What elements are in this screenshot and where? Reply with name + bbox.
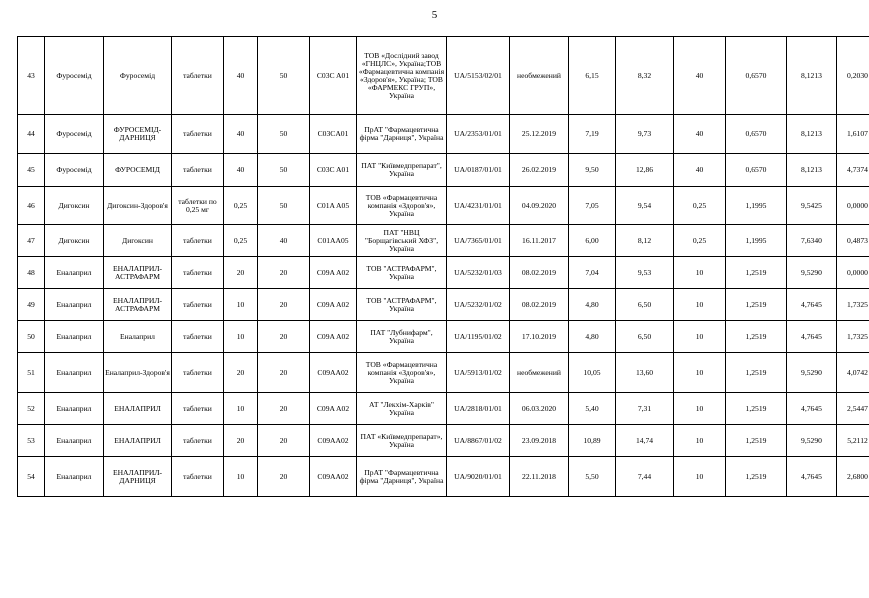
cell-reimbursement-amount: 0,4873 (837, 225, 869, 257)
cell-pack-quantity: 50 (258, 37, 310, 115)
cell-pack-cost: 4,7645 (787, 393, 837, 425)
cell-row-number: 51 (18, 353, 45, 393)
cell-ddd-cost: 1,2519 (726, 257, 787, 289)
cell-dosage-form: таблетки (172, 393, 224, 425)
cell-registration-expiry: 23.09.2018 (510, 425, 569, 457)
cell-pack-quantity: 50 (258, 115, 310, 154)
cell-dosage-form: таблетки (172, 257, 224, 289)
cell-dosage-form: таблетки (172, 225, 224, 257)
cell-row-number: 50 (18, 321, 45, 353)
cell-reimbursement-amount: 5,2112 (837, 425, 869, 457)
table-row (18, 37, 869, 115)
cell-dosage-form: таблетки (172, 289, 224, 321)
cell-pack-cost: 9,5425 (787, 187, 837, 225)
cell-pack-quantity: 20 (258, 257, 310, 289)
cell-registration-number: UA/8867/01/02 (447, 425, 510, 457)
cell-ddd: 10 (674, 257, 726, 289)
cell-manufacturer: ПАТ "Лубнифарм", Україна (357, 321, 447, 353)
cell-atc-code: C03CA01 (310, 115, 357, 154)
cell-price-2: 12,86 (616, 154, 674, 187)
table-row (18, 457, 869, 497)
cell-reimbursement-amount: 1,7325 (837, 321, 869, 353)
cell-registration-number: UA/9020/01/01 (447, 457, 510, 497)
cell-trade-name: ЕНАЛАПРИЛ-ДАРНИЦЯ (104, 457, 172, 497)
table-row (18, 393, 869, 425)
cell-pack-cost: 8,1213 (787, 37, 837, 115)
cell-pack-cost: 4,7645 (787, 457, 837, 497)
cell-dose: 0,25 (224, 225, 258, 257)
cell-inn-name: Еналаприл (45, 257, 104, 289)
cell-ddd: 40 (674, 37, 726, 115)
cell-registration-expiry: 06.03.2020 (510, 393, 569, 425)
cell-reimbursement-amount: 4,0742 (837, 353, 869, 393)
cell-row-number: 45 (18, 154, 45, 187)
cell-reimbursement-amount: 4,7374 (837, 154, 869, 187)
cell-dosage-form: таблетки (172, 425, 224, 457)
cell-ddd: 10 (674, 425, 726, 457)
cell-price-1: 5,50 (569, 457, 616, 497)
cell-dosage-form: таблетки по 0,25 мг (172, 187, 224, 225)
cell-dose: 10 (224, 289, 258, 321)
cell-registration-expiry: 22.11.2018 (510, 457, 569, 497)
cell-inn-name: Еналаприл (45, 393, 104, 425)
cell-manufacturer: ПАТ "Київмедпрепарат", Україна (357, 154, 447, 187)
cell-atc-code: C03C A01 (310, 37, 357, 115)
cell-price-1: 4,80 (569, 289, 616, 321)
cell-registration-expiry: необмежений (510, 37, 569, 115)
cell-row-number: 46 (18, 187, 45, 225)
cell-row-number: 44 (18, 115, 45, 154)
cell-price-1: 10,89 (569, 425, 616, 457)
cell-reimbursement-amount: 2,5447 (837, 393, 869, 425)
cell-pack-quantity: 20 (258, 425, 310, 457)
cell-row-number: 47 (18, 225, 45, 257)
cell-inn-name: Еналаприл (45, 457, 104, 497)
cell-registration-expiry: 08.02.2019 (510, 257, 569, 289)
cell-pack-cost: 9,5290 (787, 425, 837, 457)
cell-dosage-form: таблетки (172, 115, 224, 154)
cell-inn-name: Дигоксин (45, 187, 104, 225)
cell-trade-name: ЕНАЛАПРИЛ-АСТРАФАРМ (104, 257, 172, 289)
cell-pack-cost: 8,1213 (787, 154, 837, 187)
cell-ddd-cost: 1,2519 (726, 321, 787, 353)
cell-ddd: 40 (674, 154, 726, 187)
cell-atc-code: C09A A02 (310, 321, 357, 353)
cell-manufacturer: ТОВ «Фармацевтична компанія «Здоров'я», Україна (357, 353, 447, 393)
cell-ddd: 10 (674, 457, 726, 497)
cell-atc-code: C09A A02 (310, 257, 357, 289)
cell-trade-name: Дигоксин (104, 225, 172, 257)
table-row (18, 289, 869, 321)
cell-inn-name: Еналаприл (45, 353, 104, 393)
cell-registration-expiry: 08.02.2019 (510, 289, 569, 321)
cell-manufacturer: ТОВ "АСТРАФАРМ", Україна (357, 257, 447, 289)
cell-dose: 10 (224, 393, 258, 425)
cell-ddd-cost: 0,6570 (726, 115, 787, 154)
cell-price-2: 9,73 (616, 115, 674, 154)
cell-price-2: 9,54 (616, 187, 674, 225)
table-row (18, 257, 869, 289)
cell-reimbursement-amount: 1,6107 (837, 115, 869, 154)
cell-price-2: 9,53 (616, 257, 674, 289)
cell-ddd: 0,25 (674, 225, 726, 257)
cell-atc-code: C09A A02 (310, 393, 357, 425)
cell-price-1: 9,50 (569, 154, 616, 187)
cell-registration-number: UA/4231/01/01 (447, 187, 510, 225)
cell-manufacturer: АТ "Лекхім-Харків" Україна (357, 393, 447, 425)
cell-ddd-cost: 1,1995 (726, 225, 787, 257)
cell-dosage-form: таблетки (172, 37, 224, 115)
cell-registration-expiry: 04.09.2020 (510, 187, 569, 225)
cell-trade-name: Еналаприл (104, 321, 172, 353)
cell-ddd: 10 (674, 353, 726, 393)
cell-reimbursement-amount: 0,0000 (837, 257, 869, 289)
cell-dose: 10 (224, 321, 258, 353)
cell-inn-name: Еналаприл (45, 321, 104, 353)
cell-atc-code: C01A A05 (310, 187, 357, 225)
cell-ddd: 0,25 (674, 187, 726, 225)
cell-pack-cost: 9,5290 (787, 257, 837, 289)
cell-pack-quantity: 20 (258, 321, 310, 353)
cell-manufacturer: ПАТ «Київмедпрепарат», Україна (357, 425, 447, 457)
cell-dose: 10 (224, 457, 258, 497)
cell-price-1: 10,05 (569, 353, 616, 393)
cell-row-number: 43 (18, 37, 45, 115)
cell-price-1: 5,40 (569, 393, 616, 425)
cell-pack-cost: 4,7645 (787, 289, 837, 321)
cell-atc-code: C09AA02 (310, 457, 357, 497)
cell-registration-number: UA/5232/01/03 (447, 257, 510, 289)
table-row (18, 425, 869, 457)
table-row (18, 353, 869, 393)
table-row (18, 154, 869, 187)
cell-ddd: 40 (674, 115, 726, 154)
cell-ddd-cost: 1,2519 (726, 457, 787, 497)
cell-registration-number: UA/7365/01/01 (447, 225, 510, 257)
cell-ddd-cost: 1,2519 (726, 393, 787, 425)
cell-registration-expiry: 25.12.2019 (510, 115, 569, 154)
cell-registration-expiry: 16.11.2017 (510, 225, 569, 257)
cell-registration-number: UA/0187/01/01 (447, 154, 510, 187)
cell-price-2: 13,60 (616, 353, 674, 393)
cell-registration-number: UA/5153/02/01 (447, 37, 510, 115)
cell-ddd: 10 (674, 393, 726, 425)
cell-pack-quantity: 40 (258, 225, 310, 257)
cell-pack-quantity: 50 (258, 154, 310, 187)
table-row (18, 321, 869, 353)
cell-dose: 40 (224, 37, 258, 115)
cell-trade-name: ФУРОСЕМІД (104, 154, 172, 187)
cell-registration-expiry: необмежений (510, 353, 569, 393)
cell-row-number: 48 (18, 257, 45, 289)
cell-trade-name: Еналаприл-Здоров'я (104, 353, 172, 393)
cell-registration-expiry: 17.10.2019 (510, 321, 569, 353)
cell-dose: 40 (224, 154, 258, 187)
cell-atc-code: C01AA05 (310, 225, 357, 257)
cell-trade-name: ЕНАЛАПРИЛ-АСТРАФАРМ (104, 289, 172, 321)
cell-inn-name: Еналаприл (45, 425, 104, 457)
cell-pack-quantity: 20 (258, 353, 310, 393)
cell-registration-number: UA/2818/01/01 (447, 393, 510, 425)
cell-manufacturer: ПрАТ "Фармацевтична фірма "Дарниця", Україна (357, 457, 447, 497)
cell-registration-number: UA/5913/01/02 (447, 353, 510, 393)
cell-reimbursement-amount: 0,2030 (837, 37, 869, 115)
cell-manufacturer: ТОВ «Фармацевтична компанія «Здоров'я», Україна (357, 187, 447, 225)
cell-price-2: 8,32 (616, 37, 674, 115)
cell-ddd-cost: 0,6570 (726, 154, 787, 187)
cell-trade-name: Дигоксин-Здоров'я (104, 187, 172, 225)
medicine-price-table (17, 36, 869, 497)
cell-trade-name: ЕНАЛАПРИЛ (104, 393, 172, 425)
cell-price-2: 6,50 (616, 321, 674, 353)
cell-price-2: 7,31 (616, 393, 674, 425)
cell-price-2: 8,12 (616, 225, 674, 257)
cell-price-2: 14,74 (616, 425, 674, 457)
cell-dosage-form: таблетки (172, 457, 224, 497)
cell-inn-name: Фуросемід (45, 37, 104, 115)
table-row (18, 115, 869, 154)
table-row (18, 187, 869, 225)
cell-pack-quantity: 20 (258, 457, 310, 497)
cell-registration-number: UA/5232/01/02 (447, 289, 510, 321)
cell-reimbursement-amount: 2,6800 (837, 457, 869, 497)
cell-manufacturer: ТОВ "АСТРАФАРМ", Україна (357, 289, 447, 321)
cell-price-1: 6,00 (569, 225, 616, 257)
cell-dosage-form: таблетки (172, 154, 224, 187)
cell-reimbursement-amount: 0,0000 (837, 187, 869, 225)
cell-manufacturer: ПАТ "НВЦ "Борщагівський ХФЗ", Україна (357, 225, 447, 257)
page-number: 5 (431, 9, 438, 21)
cell-manufacturer: ТОВ «Дослідний завод «ГНЦЛС», Україна;ТОВ «Фармацевтична компанія «Здоров'я», Україна; ТОВ «ФАРМЕКС ГРУП», Україна (357, 37, 447, 115)
cell-reimbursement-amount: 1,7325 (837, 289, 869, 321)
cell-atc-code: C09A A02 (310, 289, 357, 321)
cell-row-number: 53 (18, 425, 45, 457)
cell-ddd-cost: 1,2519 (726, 289, 787, 321)
cell-price-1: 6,15 (569, 37, 616, 115)
cell-trade-name: ЕНАЛАПРИЛ (104, 425, 172, 457)
cell-dose: 20 (224, 353, 258, 393)
cell-price-1: 7,05 (569, 187, 616, 225)
cell-pack-cost: 4,7645 (787, 321, 837, 353)
cell-dose: 40 (224, 115, 258, 154)
cell-pack-cost: 8,1213 (787, 115, 837, 154)
cell-row-number: 49 (18, 289, 45, 321)
cell-price-2: 7,44 (616, 457, 674, 497)
cell-row-number: 52 (18, 393, 45, 425)
cell-pack-quantity: 20 (258, 289, 310, 321)
cell-inn-name: Фуросемід (45, 154, 104, 187)
cell-row-number: 54 (18, 457, 45, 497)
cell-price-1: 7,04 (569, 257, 616, 289)
cell-price-1: 7,19 (569, 115, 616, 154)
cell-ddd: 10 (674, 289, 726, 321)
cell-inn-name: Еналаприл (45, 289, 104, 321)
cell-atc-code: C09AA02 (310, 425, 357, 457)
cell-inn-name: Фуросемід (45, 115, 104, 154)
cell-registration-expiry: 26.02.2019 (510, 154, 569, 187)
cell-pack-cost: 9,5290 (787, 353, 837, 393)
cell-registration-number: UA/1195/01/02 (447, 321, 510, 353)
cell-pack-quantity: 50 (258, 187, 310, 225)
cell-price-1: 4,80 (569, 321, 616, 353)
table-row (18, 225, 869, 257)
cell-ddd-cost: 0,6570 (726, 37, 787, 115)
cell-pack-quantity: 20 (258, 393, 310, 425)
cell-ddd-cost: 1,2519 (726, 353, 787, 393)
cell-ddd: 10 (674, 321, 726, 353)
cell-dose: 0,25 (224, 187, 258, 225)
cell-trade-name: ФУРОСЕМІД-ДАРНИЦЯ (104, 115, 172, 154)
cell-atc-code: C09AA02 (310, 353, 357, 393)
cell-atc-code: C03C A01 (310, 154, 357, 187)
cell-dosage-form: таблетки (172, 321, 224, 353)
cell-ddd-cost: 1,2519 (726, 425, 787, 457)
cell-registration-number: UA/2353/01/01 (447, 115, 510, 154)
cell-price-2: 6,50 (616, 289, 674, 321)
cell-trade-name: Фуросемід (104, 37, 172, 115)
cell-pack-cost: 7,6340 (787, 225, 837, 257)
cell-dose: 20 (224, 257, 258, 289)
cell-dose: 20 (224, 425, 258, 457)
cell-ddd-cost: 1,1995 (726, 187, 787, 225)
cell-manufacturer: ПрАТ "Фармацевтична фірма "Дарниця", Україна (357, 115, 447, 154)
cell-inn-name: Дигоксин (45, 225, 104, 257)
cell-dosage-form: таблетки (172, 353, 224, 393)
